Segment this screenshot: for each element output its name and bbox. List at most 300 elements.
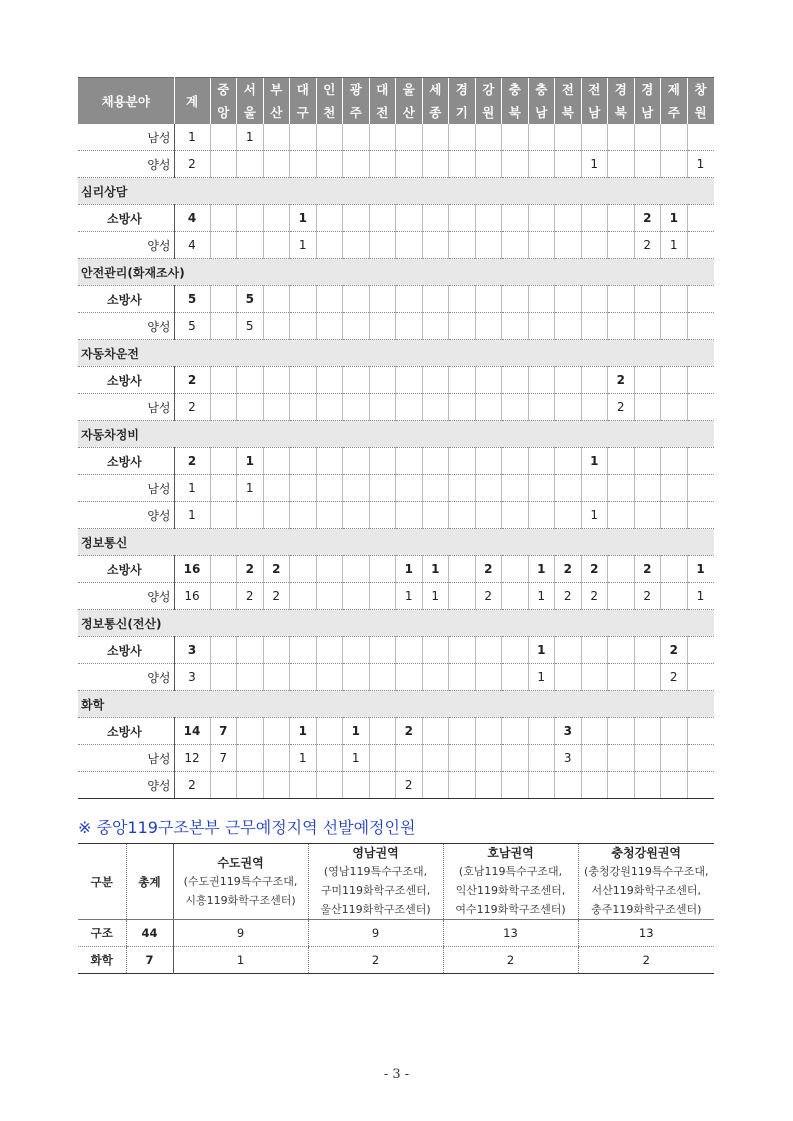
- region-header-char: 앙: [217, 105, 230, 120]
- row-total: 14: [174, 718, 210, 745]
- region-cell: [555, 448, 582, 475]
- region-cell: [581, 313, 608, 340]
- region-cell: [369, 664, 396, 691]
- region-name: 수도권역: [217, 855, 264, 870]
- region-cell: [263, 772, 290, 799]
- region-cell: [502, 475, 529, 502]
- region-cell: [502, 448, 529, 475]
- region-cell: [449, 637, 476, 664]
- region-cell: [449, 475, 476, 502]
- region-cell: [661, 124, 688, 151]
- region-cell: [263, 448, 290, 475]
- region-cell: [687, 313, 714, 340]
- region-cell: [263, 475, 290, 502]
- region-cell: [290, 772, 317, 799]
- region-cell: [661, 367, 688, 394]
- region-cell: [449, 745, 476, 772]
- region-cell: [608, 718, 635, 745]
- region-cell: [502, 286, 529, 313]
- region-cell: [687, 448, 714, 475]
- section-row: [78, 610, 714, 637]
- region-cell: 7: [210, 718, 237, 745]
- region-name: 호남권역: [487, 846, 534, 860]
- region-cell: [555, 313, 582, 340]
- region-cell: [290, 583, 317, 610]
- region-detail: 시흥119화학구조센터): [185, 893, 296, 907]
- region-cell: [210, 232, 237, 259]
- recruitment-table: [78, 77, 714, 799]
- region-cell: [581, 367, 608, 394]
- region-cell: [687, 664, 714, 691]
- region-cell: [210, 124, 237, 151]
- region-header-char: 충: [508, 82, 521, 97]
- section-row: [78, 259, 714, 286]
- row-total: 2: [174, 448, 210, 475]
- region-cell: 2: [581, 556, 608, 583]
- region-cell: [290, 556, 317, 583]
- region-cell: [343, 151, 370, 178]
- region-cell: [449, 448, 476, 475]
- row-label: 소방사: [78, 367, 174, 394]
- region-cell: [475, 502, 502, 529]
- region-cell: [475, 232, 502, 259]
- region-cell: [263, 367, 290, 394]
- region-cell: [555, 502, 582, 529]
- region-cell: 1: [687, 151, 714, 178]
- region-cell: [661, 286, 688, 313]
- region-cell: [661, 556, 688, 583]
- row-total: 16: [174, 556, 210, 583]
- region-cell: [449, 124, 476, 151]
- region-cell: [316, 313, 343, 340]
- category-header: 구분: [78, 844, 126, 920]
- region-cell: [634, 367, 661, 394]
- gender-row: [78, 664, 714, 691]
- region-cell: [343, 367, 370, 394]
- region-header-char: 산: [402, 105, 415, 120]
- region-cell: [528, 772, 555, 799]
- region-header: [369, 78, 396, 125]
- region-cell: [369, 718, 396, 745]
- row-label: 양성: [78, 151, 174, 178]
- region-cell: [316, 583, 343, 610]
- region-cell: [343, 664, 370, 691]
- region-detail: 익산119화학구조센터,: [455, 884, 566, 897]
- region-cell: [502, 205, 529, 232]
- gender-row: [78, 313, 714, 340]
- region-cell: 2: [396, 772, 423, 799]
- region-cell: [343, 232, 370, 259]
- region-header: [210, 78, 237, 125]
- region-cell: [687, 394, 714, 421]
- region-cell: [263, 313, 290, 340]
- region-cell: [422, 745, 449, 772]
- region-cell: [634, 664, 661, 691]
- region-cell: [210, 637, 237, 664]
- row-total: 16: [174, 583, 210, 610]
- region-cell: [396, 448, 423, 475]
- region-header: [555, 78, 582, 125]
- region-cell: [581, 745, 608, 772]
- section-label: 자동차운전: [78, 340, 714, 367]
- region-cell: [528, 745, 555, 772]
- region-cell: [263, 394, 290, 421]
- region-header-char: 대: [376, 82, 389, 97]
- region-cell: [555, 151, 582, 178]
- row-total: 12: [174, 745, 210, 772]
- region-cell: [422, 205, 449, 232]
- region-cell: [210, 313, 237, 340]
- region-cell: [210, 475, 237, 502]
- region-cell: [210, 664, 237, 691]
- section-label: 안전관리(화재조사): [78, 259, 714, 286]
- region-cell: [661, 313, 688, 340]
- region-cell: [475, 637, 502, 664]
- region-cell: [369, 124, 396, 151]
- region-detail: (호남119특수구조대,: [458, 865, 563, 878]
- region-cell: [581, 718, 608, 745]
- region-cell: [608, 745, 635, 772]
- section-label: 화학: [78, 691, 714, 718]
- row-label: 남성: [78, 745, 174, 772]
- region-cell: [210, 394, 237, 421]
- region-detail: 충주119화학구조센터): [591, 903, 702, 916]
- row-label: 소방사: [78, 205, 174, 232]
- region-cell: [634, 637, 661, 664]
- region-cell: [396, 205, 423, 232]
- region-cell: [687, 124, 714, 151]
- region-cell: [661, 583, 688, 610]
- region-header: [237, 78, 264, 125]
- region-cell: [263, 637, 290, 664]
- region-cell: [608, 286, 635, 313]
- region-cell: 2: [634, 232, 661, 259]
- row-total: 2: [174, 151, 210, 178]
- region-cell: [555, 124, 582, 151]
- region-cell: [396, 475, 423, 502]
- rank-row: [78, 448, 714, 475]
- region-cell: [316, 448, 343, 475]
- region-cell: [634, 448, 661, 475]
- row-label: 화학: [90, 953, 113, 967]
- region-cell: [316, 475, 343, 502]
- region-cell: [263, 664, 290, 691]
- region-cell: 2: [634, 205, 661, 232]
- region-header: [290, 78, 317, 125]
- total-header: 총계: [126, 844, 173, 920]
- table-header-row: [78, 844, 714, 920]
- region-cell: [396, 313, 423, 340]
- region-header: [581, 78, 608, 125]
- total-header: 계: [174, 78, 210, 125]
- region-cell: [502, 718, 529, 745]
- region-cell: [263, 151, 290, 178]
- region-value: 13: [578, 920, 714, 947]
- region-header: [396, 78, 423, 125]
- region-cell: [210, 502, 237, 529]
- region-cell: [316, 151, 343, 178]
- region-cell: [581, 475, 608, 502]
- region-cell: [502, 664, 529, 691]
- region-cell: [687, 637, 714, 664]
- region-cell: [396, 367, 423, 394]
- region-cell: [475, 772, 502, 799]
- row-label: 남성: [78, 475, 174, 502]
- row-label: 양성: [78, 772, 174, 799]
- region-cell: [449, 583, 476, 610]
- region-cell: [396, 502, 423, 529]
- region-value: 2: [443, 947, 578, 974]
- region-cell: [528, 475, 555, 502]
- region-cell: [316, 205, 343, 232]
- section-label: 심리상담: [78, 178, 714, 205]
- region-cell: [343, 124, 370, 151]
- region-cell: [396, 124, 423, 151]
- region-header-char: 구: [296, 105, 309, 120]
- region-cell: 2: [237, 583, 264, 610]
- region-cell: [502, 124, 529, 151]
- region-header-char: 대: [296, 82, 309, 97]
- region-header: [634, 78, 661, 125]
- region-cell: [449, 394, 476, 421]
- region-detail: 구미119화학구조센터,: [320, 884, 431, 897]
- region-cell: [422, 718, 449, 745]
- region-cell: [343, 556, 370, 583]
- region-header-char: 경: [455, 82, 468, 97]
- region-header: [343, 78, 370, 125]
- region-cell: [396, 232, 423, 259]
- section-row: [78, 691, 714, 718]
- region-cell: [475, 124, 502, 151]
- region-cell: [528, 205, 555, 232]
- region-cell: [237, 502, 264, 529]
- region-cell: [555, 367, 582, 394]
- region-cell: [528, 286, 555, 313]
- region-cell: [343, 475, 370, 502]
- region-header: [608, 78, 635, 125]
- field-header: 채용분야: [78, 78, 174, 125]
- region-cell: [290, 367, 317, 394]
- row-total: 1: [174, 502, 210, 529]
- region-cell: [396, 664, 423, 691]
- region-header-char: 광: [349, 82, 362, 97]
- region-name: 충청강원권역: [611, 846, 682, 860]
- region-cell: [369, 448, 396, 475]
- region-value: 1: [173, 947, 308, 974]
- region-cell: [475, 286, 502, 313]
- region-cell: [290, 124, 317, 151]
- region-cell: [555, 286, 582, 313]
- region-cell: [608, 448, 635, 475]
- region-cell: [528, 124, 555, 151]
- region-cell: [502, 772, 529, 799]
- region-cell: [369, 286, 396, 313]
- region-cell: [396, 286, 423, 313]
- region-cell: [263, 232, 290, 259]
- region-cell: [661, 448, 688, 475]
- region-cell: [528, 394, 555, 421]
- region-cell: [634, 286, 661, 313]
- region-cell: 1: [343, 718, 370, 745]
- row-total: 1: [174, 124, 210, 151]
- region-cell: [581, 394, 608, 421]
- region-cell: [343, 286, 370, 313]
- region-header-char: 중: [217, 82, 230, 97]
- region-cell: [581, 664, 608, 691]
- region-cell: [369, 772, 396, 799]
- region-cell: [263, 205, 290, 232]
- region-cell: [422, 313, 449, 340]
- region-cell: [290, 286, 317, 313]
- region-cell: [475, 205, 502, 232]
- region-cell: [316, 502, 343, 529]
- region-cell: [608, 664, 635, 691]
- region-cell: 2: [634, 583, 661, 610]
- row-total: 2: [174, 367, 210, 394]
- region-cell: [661, 502, 688, 529]
- rank-row: [78, 286, 714, 313]
- region-header-char: 원: [694, 105, 707, 120]
- region-cell: [502, 556, 529, 583]
- region-cell: 1: [343, 745, 370, 772]
- region-cell: [396, 637, 423, 664]
- region-cell: [316, 637, 343, 664]
- region-cell: 1: [528, 637, 555, 664]
- row-label: 소방사: [78, 556, 174, 583]
- region-header-char: 제: [667, 82, 680, 97]
- region-cell: [634, 394, 661, 421]
- region-cell: [502, 502, 529, 529]
- region-header-char: 북: [614, 105, 627, 120]
- region-header-char: 부: [270, 82, 283, 97]
- region-cell: 2: [608, 394, 635, 421]
- row-total: 5: [174, 313, 210, 340]
- row-total: 7: [126, 947, 173, 974]
- region-detail: (수도권119특수구조대,: [183, 874, 298, 888]
- row-label: 양성: [78, 502, 174, 529]
- region-cell: 1: [237, 475, 264, 502]
- region-cell: 1: [396, 556, 423, 583]
- region-cell: [475, 151, 502, 178]
- region-cell: [369, 367, 396, 394]
- region-header: [263, 78, 290, 125]
- region-cell: [608, 475, 635, 502]
- section-subtitle: ※ 중앙119구조본부 근무예정지역 선발예정인원: [78, 818, 416, 837]
- region-cell: [369, 313, 396, 340]
- region-cell: [687, 286, 714, 313]
- region-cell: [316, 286, 343, 313]
- region-detail: (충청강원119특수구조대,: [584, 865, 709, 878]
- region-cell: [237, 394, 264, 421]
- region-cell: [555, 232, 582, 259]
- region-cell: [608, 772, 635, 799]
- region-cell: [502, 313, 529, 340]
- region-cell: [687, 718, 714, 745]
- region-cell: [237, 367, 264, 394]
- region-detail: 여수119화학구조센터): [455, 903, 566, 916]
- region-cell: 1: [290, 205, 317, 232]
- region-cell: [343, 583, 370, 610]
- region-cell: [369, 232, 396, 259]
- region-header-char: 전: [588, 82, 601, 97]
- region-cell: [475, 718, 502, 745]
- region-cell: [528, 718, 555, 745]
- region-cell: [369, 151, 396, 178]
- region-cell: [687, 475, 714, 502]
- region-header: [578, 844, 714, 920]
- region-cell: 1: [528, 583, 555, 610]
- region-cell: [502, 745, 529, 772]
- row-label: 구조: [78, 920, 126, 947]
- region-cell: [290, 448, 317, 475]
- region-cell: [581, 637, 608, 664]
- region-cell: [661, 394, 688, 421]
- region-cell: 2: [608, 367, 635, 394]
- region-cell: [343, 772, 370, 799]
- region-cell: [608, 124, 635, 151]
- section-row: [78, 529, 714, 556]
- region-cell: [237, 637, 264, 664]
- region-detail: 울산119화학구조센터): [320, 903, 431, 916]
- region-cell: 1: [422, 556, 449, 583]
- row-total: 4: [174, 205, 210, 232]
- region-cell: [661, 475, 688, 502]
- region-cell: 2: [581, 583, 608, 610]
- region-header-char: 세: [429, 82, 442, 97]
- region-cell: [528, 502, 555, 529]
- region-cell: 2: [555, 556, 582, 583]
- region-cell: [502, 367, 529, 394]
- region-header-char: 전: [561, 82, 574, 97]
- region-cell: [290, 151, 317, 178]
- region-cell: 1: [528, 556, 555, 583]
- region-cell: [290, 637, 317, 664]
- region-cell: [263, 718, 290, 745]
- region-cell: [608, 313, 635, 340]
- region-cell: [237, 772, 264, 799]
- row-label: 소방사: [78, 718, 174, 745]
- region-cell: 1: [581, 151, 608, 178]
- allocation-row: [78, 947, 714, 974]
- region-cell: [210, 583, 237, 610]
- region-cell: [343, 205, 370, 232]
- region-header-char: 기: [455, 105, 468, 120]
- region-header-char: 남: [535, 105, 548, 120]
- gender-row: [78, 124, 714, 151]
- region-cell: [528, 313, 555, 340]
- region-cell: [475, 745, 502, 772]
- region-cell: [687, 232, 714, 259]
- region-header-char: 울: [402, 82, 415, 97]
- region-detail: 서산119화학구조센터,: [591, 884, 701, 897]
- region-cell: [475, 448, 502, 475]
- region-cell: 1: [290, 232, 317, 259]
- region-cell: [555, 664, 582, 691]
- region-cell: [343, 394, 370, 421]
- row-total: 2: [174, 772, 210, 799]
- region-cell: 7: [210, 745, 237, 772]
- region-cell: [422, 448, 449, 475]
- row-total: 44: [126, 920, 173, 947]
- region-cell: [422, 772, 449, 799]
- region-header-char: 전: [376, 105, 389, 120]
- region-header-char: 주: [667, 105, 680, 120]
- region-cell: [475, 475, 502, 502]
- region-cell: [608, 637, 635, 664]
- table-header-row: [78, 78, 714, 125]
- region-cell: [396, 151, 423, 178]
- region-cell: [343, 637, 370, 664]
